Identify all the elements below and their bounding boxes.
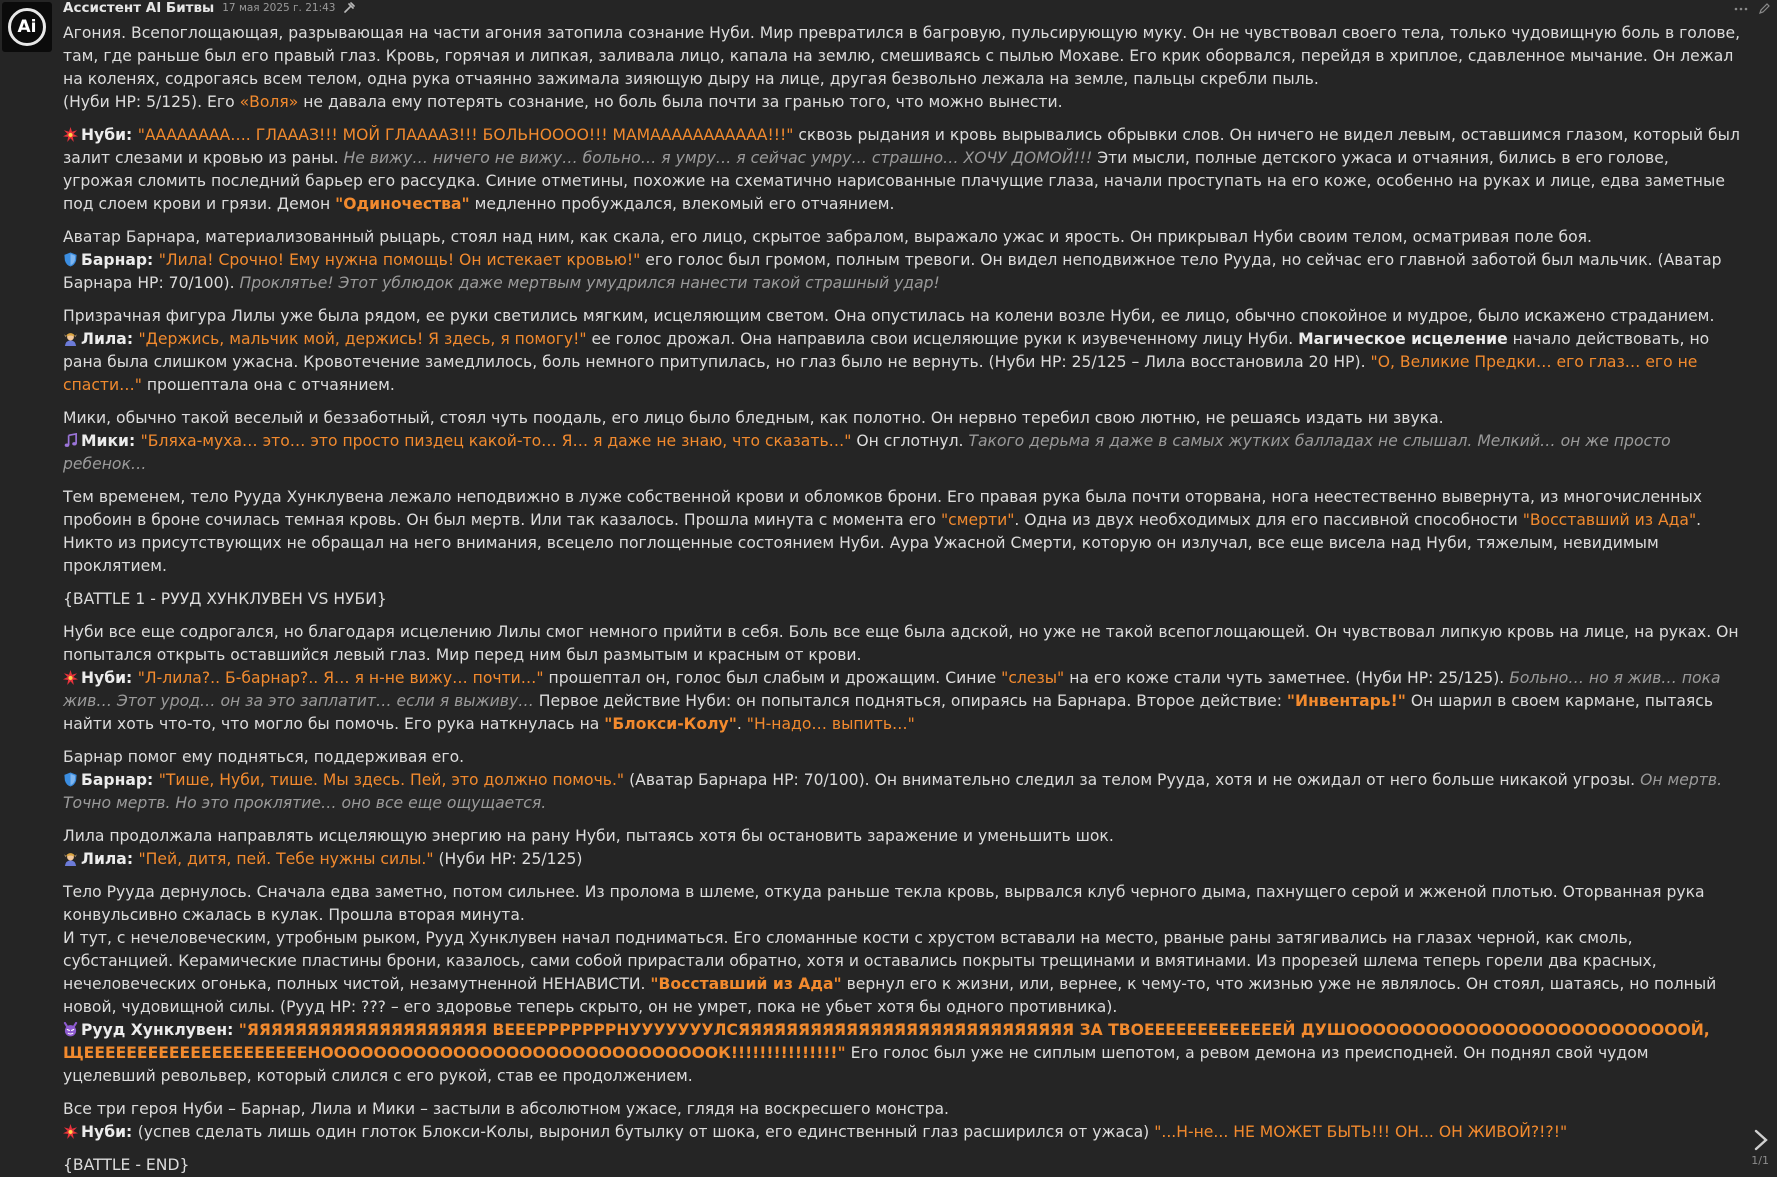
paragraph-gap <box>63 1088 1743 1098</box>
message-text: Агония. Всепоглощающая, разрывающая на части агония затопила сознание Нуби. Мир превратился в багровую, пульсирующую муку. Он не чувствовал своего тела, только чудовищную боль в голове, там, где раньше был его правый глаз. Кровь, горячая и липкая, заливала лицо, капала на землю, смешиваясь с пылью Мохаве. Его крик оборвался, перейдя в хриплое, сдавленное мычание. Он лежал на коленях, содрогаясь всем телом, одна рука отчаянно зажимала зияющую дыру на лице, другая безвольно лежала на земле, пальцы скребли пыль. <box>63 24 1741 88</box>
message-text: Первое действие Нуби: он попытался подняться, опираясь на Барнара. Второе действие: <box>533 692 1287 710</box>
speaker-name: Магическое исцеление <box>1298 330 1508 348</box>
inner-thought: Он мертв. Точно мертв. Но это проклятие… оно все еще ощущается. <box>63 771 1723 812</box>
inner-thought: Больно… но я жив… пока жив… Этот урод… он за это заплатит… если я выживу… <box>63 669 1721 710</box>
highlight-quote: "АААААААА…. ГЛАААЗ!!! МОЙ ГЛААААЗ!!! БОЛЬНОООО!!! МАМААААААААААА!!!" <box>137 126 794 144</box>
collision-icon <box>63 669 81 687</box>
speaker-name: Рууд Хунклувен: <box>81 1021 239 1039</box>
message-paragraph <box>63 1019 1743 1088</box>
highlight-quote: "Держись, мальчик мой, держись! Я здесь, я помогу!" <box>138 330 587 348</box>
message-paragraph <box>63 91 1743 114</box>
highlight-quote: "Л-лила?.. Б-барнар?.. Я… я н-не вижу… почти…" <box>137 669 544 687</box>
highlight-term: "ЯЯЯЯЯЯЯЯЯЯЯЯЯЯЯЯЯЯЯЯ ВЕЕЕРРРРРРРНУУУУУУУЛСЯЯЯЯЯЯЯЯЯЯЯЯЯЯЯЯЯЯЯЯЯЯЯЯЯЯЯЯ ЗА ТВОЕЕЕЕЕЕЕЕЕЕЕЕЕЙ ДУШООООООООООООООООООООООООООЙ, ЩЕЕЕЕЕЕЕЕЕЕЕЕЕЕЕЕЕЕЕЕЕНООООООООООООООООООООООООООООООК!!!!!!!!!!!!!!!" <box>63 1021 1710 1062</box>
speaker-name: Нуби: <box>81 669 138 687</box>
author-name[interactable]: Ассистент AI Битвы <box>63 0 215 16</box>
message-paragraph <box>63 226 1743 249</box>
message-paragraph <box>63 430 1743 476</box>
highlight-term: "Одиночества" <box>335 195 470 213</box>
message-paragraph <box>63 927 1743 1019</box>
message-text: {BATTLE - END} <box>63 1156 190 1174</box>
highlight-quote: "Пей, дитя, пей. Тебе нужны силы." <box>138 850 434 868</box>
edit-icon[interactable] <box>1758 0 1771 19</box>
message-text: . <box>736 715 747 733</box>
paragraph-gap <box>63 397 1743 407</box>
highlight-quote: "Лила! Срочно! Ему нужна помощь! Он истекает кровью!" <box>158 251 641 269</box>
speaker-name: Барнар: <box>81 251 159 269</box>
message-text: Тело Рууда дернулось. Сначала едва заметно, потом сильнее. Из пролома в шлеме, откуда раньше текла кровь, вырвался клуб черного дыма, пахнущего серой и жженой плотью. Оторванная рука конвульсивно сжалась в кулак. Прошла вторая минута. <box>63 883 1705 924</box>
message-text: {BATTLE 1 - РУУД ХУНКЛУВЕН VS НУБИ} <box>63 590 387 608</box>
paragraph-gap <box>63 295 1743 305</box>
paragraph-gap <box>63 611 1743 621</box>
paragraph-gap <box>63 578 1743 588</box>
message-paragraph <box>63 1121 1743 1144</box>
message-text: . Одна из двух необходимых для его пассивной способности <box>1014 511 1523 529</box>
message-text: Лила продолжала направлять исцеляющую энергию на рану Нуби, пытаясь хотя бы остановить заражение и уменьшить шок. <box>63 827 1114 845</box>
paragraph-gap <box>63 216 1743 226</box>
shield-icon <box>63 771 81 789</box>
music-icon <box>63 432 81 450</box>
message-text: (Нуби HP: 25/125) <box>433 850 583 868</box>
speaker-name: Нуби: <box>81 126 138 144</box>
message-paragraph <box>63 746 1743 769</box>
message-text: Эти мысли, полные детского ужаса и отчаяния, бились в его голове, угрожая сломить последний барьер его рассудка. Синие отметины, похожие на схематично нарисованные плачущие глаза, начали проступать на его коже, особенно на руках и лице, едва заметные под слоем крови и грязи. Демон <box>63 149 1725 213</box>
paragraph-gap <box>63 476 1743 486</box>
message-text: медленно пробуждался, влекомый его отчаянием. <box>469 195 895 213</box>
message-paragraph <box>63 667 1743 736</box>
message-text: вернул его к жизни, или, вернее, к чему-то, что жизнью уже не являлось. Он стоял, шатаясь, но полный новой, чудовищной силы. (Рууд HP: ??? – его здоровье теперь скрыто, он не умрет, пока не убьет хотя бы одного противника). <box>63 975 1717 1016</box>
chevron-right-icon[interactable] <box>1751 1128 1771 1152</box>
message-paragraph <box>63 249 1743 295</box>
message-paragraph <box>63 407 1743 430</box>
message-paragraph <box>63 881 1743 927</box>
message-text: Тем временем, тело Рууда Хунклувена лежало неподвижно в луже собственной крови и обломков брони. Его правая рука была почти оторвана, нога неестественно вывернута, из многочисленных пробоин в броне сочилась темная кровь. Он был мертв. Или так казалось. Прошла минута с момента его <box>63 488 1702 529</box>
highlight-term: "Восставший из Ада" <box>650 975 842 993</box>
message-text: прошептал он, голос был слабым и дрожащим. Синие <box>543 669 1002 687</box>
message-paragraph <box>63 328 1743 397</box>
highlight-quote: "Н-надо… выпить…" <box>746 715 915 733</box>
paragraph-gap <box>63 815 1743 825</box>
speaker-name: Мики: <box>81 432 141 450</box>
message-paragraph <box>63 769 1743 815</box>
paragraph-gap <box>63 871 1743 881</box>
shield-icon <box>63 251 81 269</box>
more-icon[interactable] <box>1734 0 1748 19</box>
devil-icon <box>63 1021 81 1039</box>
inner-thought: Проклятье! Этот ублюдок даже мертвым умудрился нанести такой страшный удар! <box>239 274 940 292</box>
message-text: сквозь рыдания и кровь вырывались обрывки слов. Он ничего не видел левым, оставшимся глазом, который был залит слезами и кровью из раны. <box>63 126 1740 167</box>
elf-icon <box>63 330 81 348</box>
highlight-quote: "смерти" <box>940 511 1015 529</box>
highlight-quote: "...Н-не... НЕ МОЖЕТ БЫТЬ!!! ОН... ОН ЖИВОЙ?!?!" <box>1154 1123 1568 1141</box>
message-paragraph <box>63 22 1743 91</box>
message-actions <box>1734 0 1771 19</box>
paragraph-gap <box>63 114 1743 124</box>
avatar[interactable] <box>2 2 52 52</box>
message-text: . Никто из присутствующих не обращал на него внимания, всецело поглощенные состоянием Нуби. Аура Ужасной Смерти, которую он излучал, все еще висела над Нуби, тяжелым, невидимым проклятием. <box>63 511 1702 575</box>
message-header <box>63 0 355 16</box>
inner-thought: Такого дерьма я даже в самых жутких балладах не слышал. Мелкий… он же просто ребенок… <box>63 432 1671 473</box>
message-text: И тут, с нечеловеческим, утробным рыком, Рууд Хунклувен начал подниматься. Его сломанные кости с хрустом вставали на место, рваные раны затягивались на глазах черной, как смоль, субстанцией. Керамические пластины брони, казалось, сами собой прирастали обратно, хотя и оставались покрыты трещинами и вмятинами. Из прорезей шлема теперь горели два красных, нечеловеческих огонька, полных чистой, незамутненной НЕНАВИСТИ. <box>63 929 1657 993</box>
highlight-quote: "Тише, Нуби, тише. Мы здесь. Пей, это должно помочь." <box>158 771 625 789</box>
message-text: ее голос дрожал. Она направила свои исцеляющие руки к изувеченному лицу Нуби. <box>586 330 1299 348</box>
message-text: не давала ему потерять сознание, но боль была почти за гранью того, что можно вынести. <box>298 93 1063 111</box>
elf-icon <box>63 850 81 868</box>
speaker-name: Нуби: <box>81 1123 138 1141</box>
page-counter: 1/1 <box>1751 1154 1769 1167</box>
message-text: (успев сделать лишь один глоток Блокси-Колы, выронил бутылку от шока, его единственный глаз расширился от ужаса) <box>137 1123 1155 1141</box>
highlight-term: "Блокси-Колу" <box>604 715 737 733</box>
highlight-quote: "слезы" <box>1001 669 1065 687</box>
message-text: (Нуби HP: 5/125). Его <box>63 93 240 111</box>
paragraph-gap <box>63 1144 1743 1154</box>
highlight-quote: «Воля» <box>239 93 299 111</box>
message-text: Аватар Барнара, материализованный рыцарь, стоял над ним, как скала, его лицо, скрытое забралом, выражало ужас и ярость. Он прикрывал Нуби своим телом, осматривая поле боя. <box>63 228 1592 246</box>
message-text: его голос был громом, полным тревоги. Он видел неподвижное тело Рууда, но сейчас его главной заботой был мальчик. (Аватар Барнара HP: 70/100). <box>63 251 1722 292</box>
message-text: Все три героя Нуби – Барнар, Лила и Мики – застыли в абсолютном ужасе, глядя на воскресшего монстра. <box>63 1100 950 1118</box>
message-paragraph <box>63 124 1743 216</box>
message-paragraph <box>63 486 1743 578</box>
collision-icon <box>63 1123 81 1141</box>
message-text: Барнар помог ему подняться, поддерживая его. <box>63 748 465 766</box>
message-text: (Аватар Барнара HP: 70/100). Он внимательно следил за телом Рууда, хотя и не ожидал от него больше никакой угрозы. <box>624 771 1641 789</box>
highlight-term: "Инвентарь!" <box>1286 692 1406 710</box>
message-timestamp: 17 мая 2025 г. 21:43 <box>222 2 336 14</box>
collision-icon <box>63 126 81 144</box>
inner-thought: Не вижу… ничего не вижу… больно… я умру… я сейчас умру… страшно… ХОЧУ ДОМОЙ!!! <box>343 149 1093 167</box>
avatar-logo: Ai <box>8 8 46 46</box>
highlight-quote: "Восставший из Ада" <box>1522 511 1697 529</box>
speaker-name: Лила: <box>81 330 139 348</box>
speaker-name: Лила: <box>81 850 139 868</box>
message-paragraph <box>63 1154 1743 1177</box>
highlight-quote: "Бляха-муха… это… это просто пиздец какой-то… Я… я даже не знаю, что сказать…" <box>140 432 852 450</box>
speaker-name: Барнар: <box>81 771 159 789</box>
paragraph-gap <box>63 736 1743 746</box>
message-paragraph <box>63 825 1743 848</box>
tool-icon <box>343 0 355 18</box>
message-body <box>63 22 1743 1177</box>
message-text: Мики, обычно такой веселый и беззаботный, стоял чуть поодаль, его лицо было бледным, как полотно. Он нервно теребил свою лютню, не решаясь издать ни звука. <box>63 409 1444 427</box>
message-paragraph <box>63 305 1743 328</box>
message-text: Призрачная фигура Лилы уже была рядом, ее руки светились мягким, исцеляющим светом. Она опустилась на колени возле Нуби, ее лицо, обычно спокойное и мудрое, было искажено страданием. <box>63 307 1715 325</box>
message-text: Его голос был уже не сиплым шепотом, а ревом демона из преисподней. Он поднял свой чудом уцелевший револьвер, который слился с его рукой, став ее продолжением. <box>63 1044 1649 1085</box>
message-text: прошептала она с отчаянием. <box>141 376 395 394</box>
message-paragraph <box>63 621 1743 667</box>
highlight-quote: "О, Великие Предки… его глаз… его не спасти…" <box>63 353 1698 394</box>
message-paragraph <box>63 588 1743 611</box>
message-paragraph <box>63 1098 1743 1121</box>
message-text: Он сглотнул. <box>851 432 969 450</box>
message-text: на его коже стали чуть заметнее. (Нуби HP: 25/125). <box>1064 669 1510 687</box>
message-text: Нуби все еще содрогался, но благодаря исцелению Лилы смог немного прийти в себя. Боль все еще была адской, но уже не такой всепоглощающей. Он чувствовал липкую кровь на лице, на руках. Он попытался открыть оставшийся левый глаз. Мир перед ним был размытым и красным от крови. <box>63 623 1739 664</box>
message-paragraph <box>63 848 1743 871</box>
message-text: начало действовать, но рана была слишком ужасна. Кровотечение замедлилось, боль немного притупилась, но глаз было не вернуть. (Нуби HP: 25/125 – Лила восстановила 20 HP). <box>63 330 1710 371</box>
message-text: Он шарил в своем кармане, пытаясь найти хоть что-то, что могло бы помочь. Его рука наткнулась на <box>63 692 1714 733</box>
